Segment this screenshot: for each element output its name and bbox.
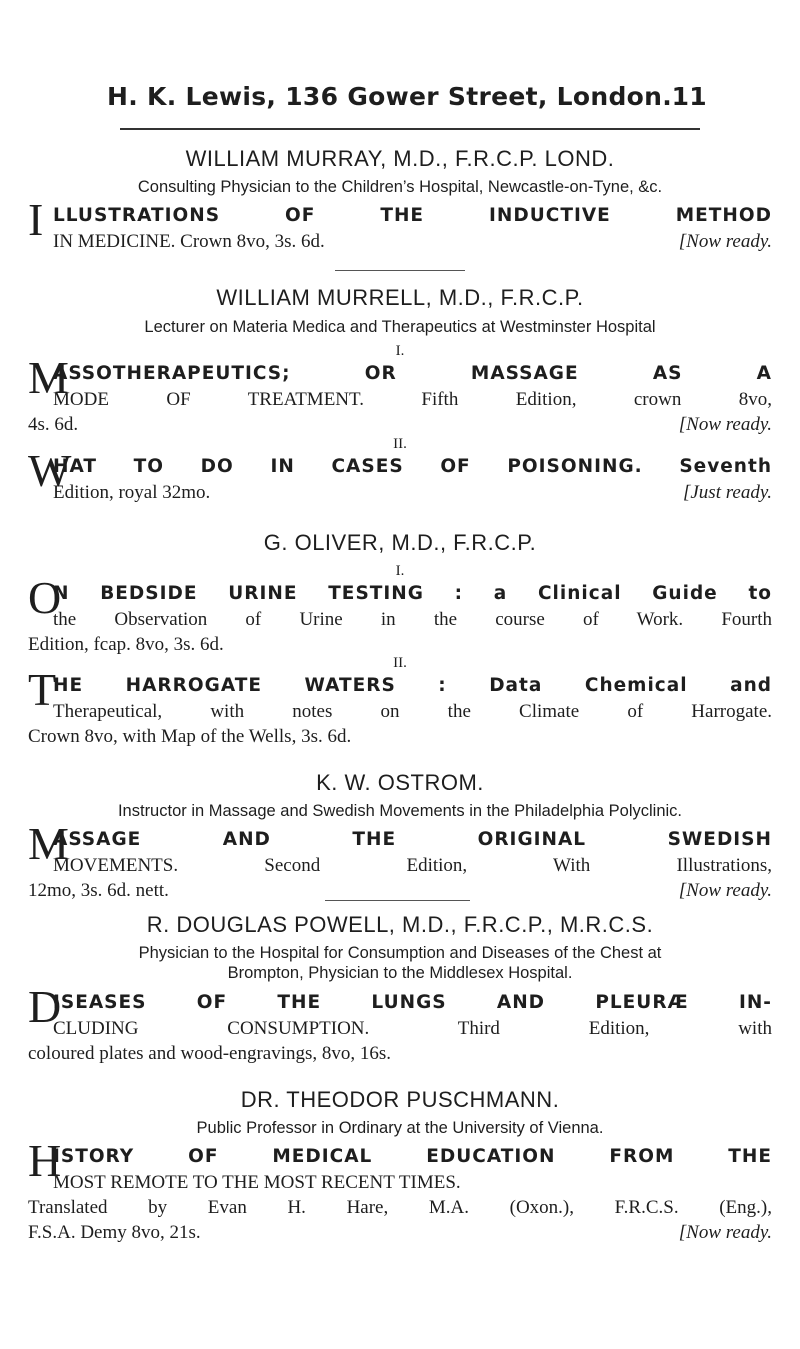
drop-initial: W <box>28 445 73 496</box>
author-heading: DR. THEODOR PUSCHMANN. <box>240 1087 560 1112</box>
work-numeral: I. <box>395 343 405 359</box>
author-note: Consulting Physician to the Children’s Hospital, Newcastle-on-Tyne, &c. <box>137 178 663 196</box>
book-title: ISTORY OF MEDICAL EDUCATION FROM THE <box>53 1146 772 1167</box>
drop-initial: T <box>28 664 58 715</box>
author-heading: G. OLIVER, M.D., F.R.C.P. <box>263 530 537 555</box>
book-entry <box>28 664 772 749</box>
book-detail-line <box>28 724 772 749</box>
book-detail-line <box>28 853 772 878</box>
work-numeral: II. <box>393 436 407 452</box>
book-entry <box>28 572 772 657</box>
author-note: Physician to the Hospital for Consumption and Diseases of the Chest at <box>138 944 662 962</box>
book-detail: F.S.A. Demy 8vo, 21s. <box>28 1222 201 1243</box>
book-detail: Therapeutical, with notes on the Climate of Harrogate. <box>53 701 772 722</box>
book-detail-line <box>28 1220 772 1245</box>
book-detail-line <box>28 1195 772 1220</box>
author-note: Lecturer on Materia Medica and Therapeutics at Westminster Hospital <box>144 318 656 336</box>
book-title: ASSOTHERAPEUTICS; OR MASSAGE AS A <box>53 363 772 384</box>
section-divider <box>325 900 470 901</box>
book-detail-line <box>28 632 772 657</box>
drop-initial: O <box>28 572 63 623</box>
book-title: N BEDSIDE URINE TESTING : a Clinical Guide to <box>53 583 772 604</box>
author-note: Brompton, Physician to the Middlesex Hospital. <box>227 964 573 982</box>
status-note: [Now ready. <box>678 1222 772 1243</box>
book-detail: 12mo, 3s. 6d. nett. <box>28 880 169 901</box>
book-detail: MOVEMENTS. Second Edition, With Illustrations, <box>53 855 772 876</box>
running-head-text: H. K. Lewis, 136 Gower Street, London. <box>107 82 673 111</box>
book-detail-line <box>28 412 772 437</box>
section-divider <box>335 270 465 271</box>
book-detail: Crown 8vo, with Map of the Wells, 3s. 6d. <box>28 726 352 747</box>
work-numeral: II. <box>393 655 407 671</box>
author-heading: WILLIAM MURRELL, M.D., F.R.C.P. <box>216 285 584 310</box>
status-note: [Now ready. <box>678 414 772 435</box>
book-title: HAT TO DO IN CASES OF POISONING. Seventh <box>53 456 772 477</box>
book-detail-line <box>28 387 772 412</box>
running-head <box>107 82 707 118</box>
book-title: ASSAGE AND THE ORIGINAL SWEDISH <box>53 829 772 850</box>
book-title: LLUSTRATIONS OF THE INDUCTIVE METHOD <box>53 205 772 226</box>
book-title: ISEASES OF THE LUNGS AND PLEURÆ IN- <box>53 992 772 1013</box>
book-detail-line <box>28 480 772 505</box>
book-entry <box>28 1135 772 1245</box>
book-detail-line <box>28 699 772 724</box>
drop-initial: I <box>28 194 45 245</box>
book-entry <box>28 818 772 903</box>
drop-initial: M <box>28 818 70 869</box>
author-heading: WILLIAM MURRAY, M.D., F.R.C.P. LOND. <box>185 146 615 171</box>
book-entry <box>28 445 772 505</box>
work-numeral: I. <box>395 563 405 579</box>
book-detail-line <box>28 1170 772 1195</box>
drop-initial: M <box>28 352 70 403</box>
book-entry <box>28 981 772 1066</box>
page-number: 11 <box>671 82 707 111</box>
book-detail: coloured plates and wood-engravings, 8vo, 16s. <box>28 1043 392 1064</box>
book-detail-line <box>28 229 772 254</box>
status-note: [Now ready. <box>678 231 772 252</box>
head-rule <box>120 128 700 130</box>
book-detail: MOST REMOTE TO THE MOST RECENT TIMES. <box>53 1172 461 1193</box>
book-detail-line <box>28 1041 772 1066</box>
book-detail: Edition, royal 32mo. <box>53 482 211 503</box>
status-note: [Just ready. <box>682 482 772 503</box>
author-heading: R. DOUGLAS POWELL, M.D., F.R.C.P., M.R.C.S. <box>146 912 654 937</box>
book-detail-line <box>28 1016 772 1041</box>
drop-initial: H <box>28 1135 63 1186</box>
drop-initial: D <box>28 981 63 1032</box>
book-detail: Translated by Evan H. Hare, M.A. (Oxon.), F.R.C.S. (Eng.), <box>28 1197 772 1218</box>
book-detail: the Observation of Urine in the course of Work. Fourth <box>53 609 772 630</box>
status-note: [Now ready. <box>678 880 772 901</box>
book-entry <box>28 352 772 437</box>
author-heading: K. W. OSTROM. <box>316 770 484 795</box>
book-detail: IN MEDICINE. Crown 8vo, 3s. 6d. <box>53 231 325 252</box>
book-title: HE HARROGATE WATERS : Data Chemical and <box>53 675 772 696</box>
book-entry <box>28 194 772 254</box>
book-detail: Edition, fcap. 8vo, 3s. 6d. <box>28 634 224 655</box>
book-detail: CLUDING CONSUMPTION. Third Edition, with <box>53 1018 772 1039</box>
book-detail: MODE OF TREATMENT. Fifth Edition, crown 8vo, <box>53 389 772 410</box>
author-note: Public Professor in Ordinary at the University of Vienna. <box>196 1119 604 1137</box>
book-detail-line <box>28 607 772 632</box>
book-detail: 4s. 6d. <box>28 414 79 435</box>
author-note: Instructor in Massage and Swedish Movements in the Philadelphia Polyclinic. <box>117 802 683 820</box>
